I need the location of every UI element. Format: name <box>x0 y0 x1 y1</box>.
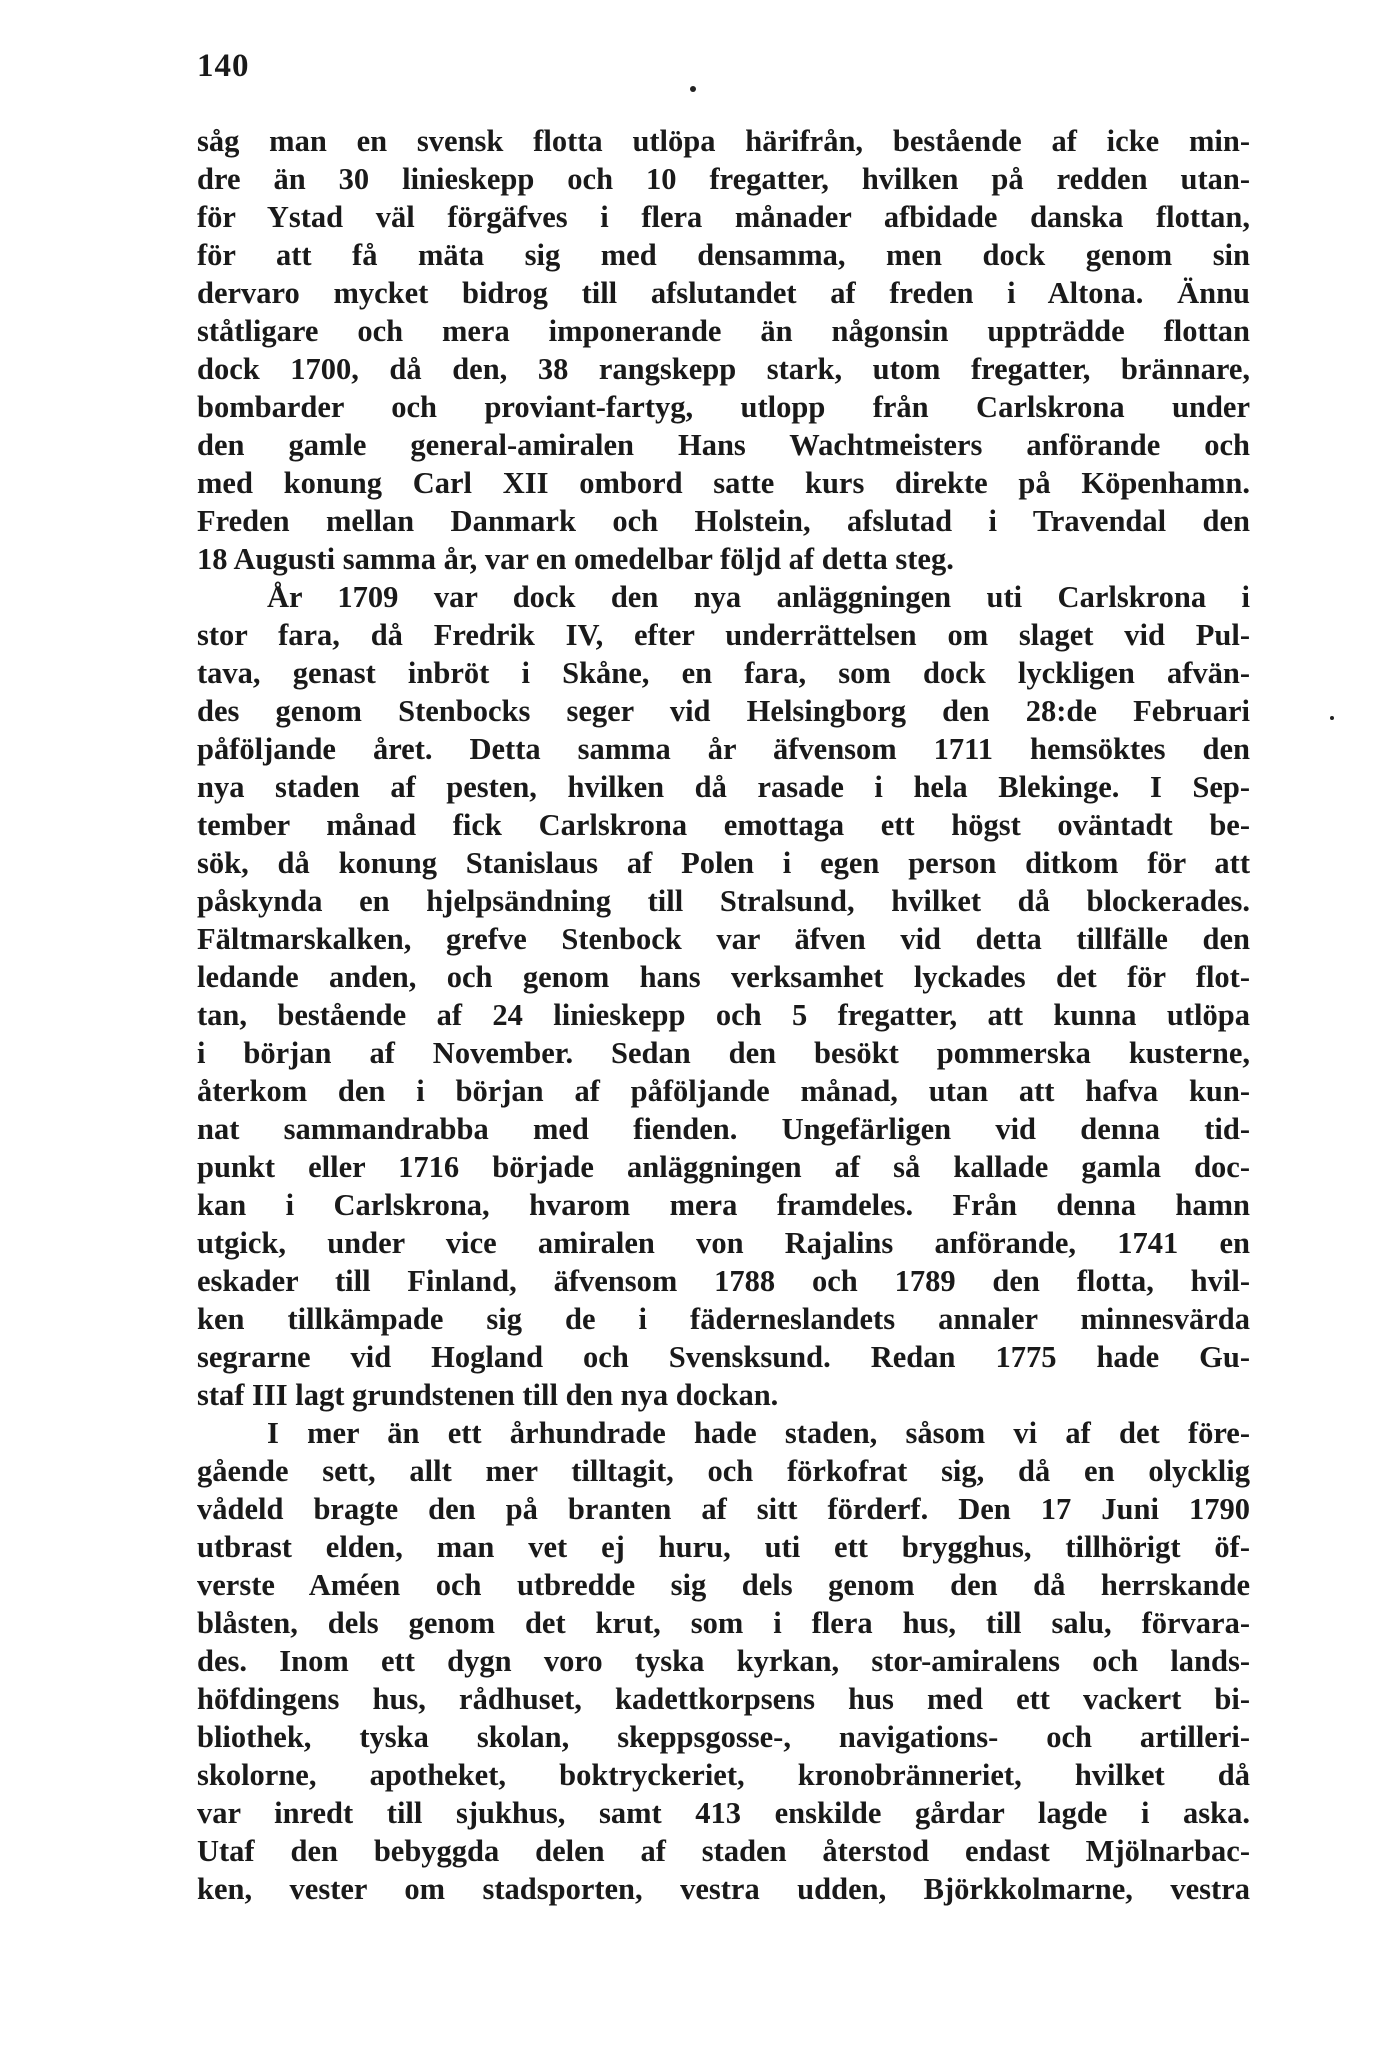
text-line: segrarne vid Hogland och Svensksund. Redan 1775 hade Gu- <box>197 1340 1250 1374</box>
text-line: ledande anden, och genom hans verksamhet lyckades det för flot- <box>197 960 1250 994</box>
text-line: nya staden af pesten, hvilken då rasade i hela Blekinge. I Sep- <box>197 770 1250 804</box>
text-line: nat sammandrabba med fienden. Ungefärligen vid denna tid- <box>197 1112 1250 1146</box>
text-line: Utaf den bebyggda delen af staden återstod endast Mjölnarbac- <box>197 1834 1250 1868</box>
text-line: påskynda en hjelpsändning till Stralsund, hvilket då blockerades. <box>197 884 1250 918</box>
text-line: verste Améen och utbredde sig dels genom den då herrskande <box>197 1568 1250 1602</box>
text-line: Freden mellan Danmark och Holstein, afslutad i Travendal den <box>197 504 1250 538</box>
text-line: staf III lagt grundstenen till den nya dockan. <box>197 1378 779 1412</box>
text-line: stor fara, då Fredrik IV, efter underrättelsen om slaget vid Pul- <box>197 618 1250 652</box>
text-line: med konung Carl XII ombord satte kurs direkte på Köpenhamn. <box>197 466 1250 500</box>
text-line: tan, bestående af 24 linieskepp och 5 fregatter, att kunna utlöpa <box>197 998 1250 1032</box>
text-line: var inredt till sjukhus, samt 413 enskilde gårdar lagde i aska. <box>197 1796 1250 1830</box>
text-line: Fältmarskalken, grefve Stenbock var äfven vid detta tillfälle den <box>197 922 1250 956</box>
text-line: den gamle general-amiralen Hans Wachtmeisters anförande och <box>197 428 1250 462</box>
text-line: punkt eller 1716 började anläggningen af så kallade gamla doc- <box>197 1150 1250 1184</box>
text-line: dervaro mycket bidrog till afslutandet af freden i Altona. Ännu <box>197 276 1250 310</box>
text-line: höfdingens hus, rådhuset, kadettkorpsens hus med ett vackert bi- <box>197 1682 1250 1716</box>
text-line: dre än 30 linieskepp och 10 fregatter, hvilken på redden utan- <box>197 162 1250 196</box>
text-line: vådeld bragte den på branten af sitt förderf. Den 17 Juni 1790 <box>197 1492 1250 1526</box>
text-line: sök, då konung Stanislaus af Polen i egen person ditkom för att <box>197 846 1250 880</box>
text-line: eskader till Finland, äfvensom 1788 och 1789 den flotta, hvil- <box>197 1264 1250 1298</box>
text-line: utbrast elden, man vet ej huru, uti ett brygghus, tillhörigt öf- <box>197 1530 1250 1564</box>
text-line: bombarder och proviant-fartyg, utlopp från Carlskrona under <box>197 390 1250 424</box>
text-line: bliothek, tyska skolan, skeppsgosse-, navigations- och artilleri- <box>197 1720 1250 1754</box>
text-line: återkom den i början af påföljande månad, utan att hafva kun- <box>197 1074 1250 1108</box>
text-line: för Ystad väl förgäfves i flera månader afbidade danska flottan, <box>197 200 1250 234</box>
text-line: 18 Augusti samma år, var en omedelbar följd af detta steg. <box>197 542 954 576</box>
text-line: såg man en svensk flotta utlöpa härifrån, bestående af icke min- <box>197 124 1250 158</box>
text-line: ken tillkämpade sig de i fäderneslandets annaler minnesvärda <box>197 1302 1250 1336</box>
page-number: 140 <box>197 48 250 84</box>
text-line: des genom Stenbocks seger vid Helsingborg den 28:de Februari <box>197 694 1250 728</box>
body-text <box>197 122 1250 1908</box>
text-line: för att få mäta sig med densamma, men dock genom sin <box>197 238 1250 272</box>
text-line: ken, vester om stadsporten, vestra udden, Björkkolmarne, vestra <box>197 1872 1250 1906</box>
text-line: I mer än ett århundrade hade staden, såsom vi af det före- <box>267 1416 1250 1450</box>
text-line: gående sett, allt mer tilltagit, och förkofrat sig, då en olycklig <box>197 1454 1250 1488</box>
text-line: des. Inom ett dygn voro tyska kyrkan, stor-amiralens och lands- <box>197 1644 1250 1678</box>
text-line: dock 1700, då den, 38 rangskepp stark, utom fregatter, brännare, <box>197 352 1250 386</box>
text-line: tember månad fick Carlskrona emottaga ett högst oväntadt be- <box>197 808 1250 842</box>
text-line: År 1709 var dock den nya anläggningen uti Carlskrona i <box>267 580 1250 614</box>
text-line: ståtligare och mera imponerande än någonsin uppträdde flottan <box>197 314 1250 348</box>
text-line: påföljande året. Detta samma år äfvensom 1711 hemsöktes den <box>197 732 1250 766</box>
text-line: blåsten, dels genom det krut, som i flera hus, till salu, förvara- <box>197 1606 1250 1640</box>
text-line: tava, genast inbröt i Skåne, en fara, som dock lyckligen afvän- <box>197 656 1250 690</box>
ink-speck-mark <box>690 86 696 92</box>
text-line: utgick, under vice amiralen von Rajalins anförande, 1741 en <box>197 1226 1250 1260</box>
ink-speck-mark <box>1330 716 1334 720</box>
text-line: i början af November. Sedan den besökt pommerska kusterne, <box>197 1036 1250 1070</box>
text-line: kan i Carlskrona, hvarom mera framdeles. Från denna hamn <box>197 1188 1250 1222</box>
text-line: skolorne, apotheket, boktryckeriet, kronobränneriet, hvilket då <box>197 1758 1250 1792</box>
